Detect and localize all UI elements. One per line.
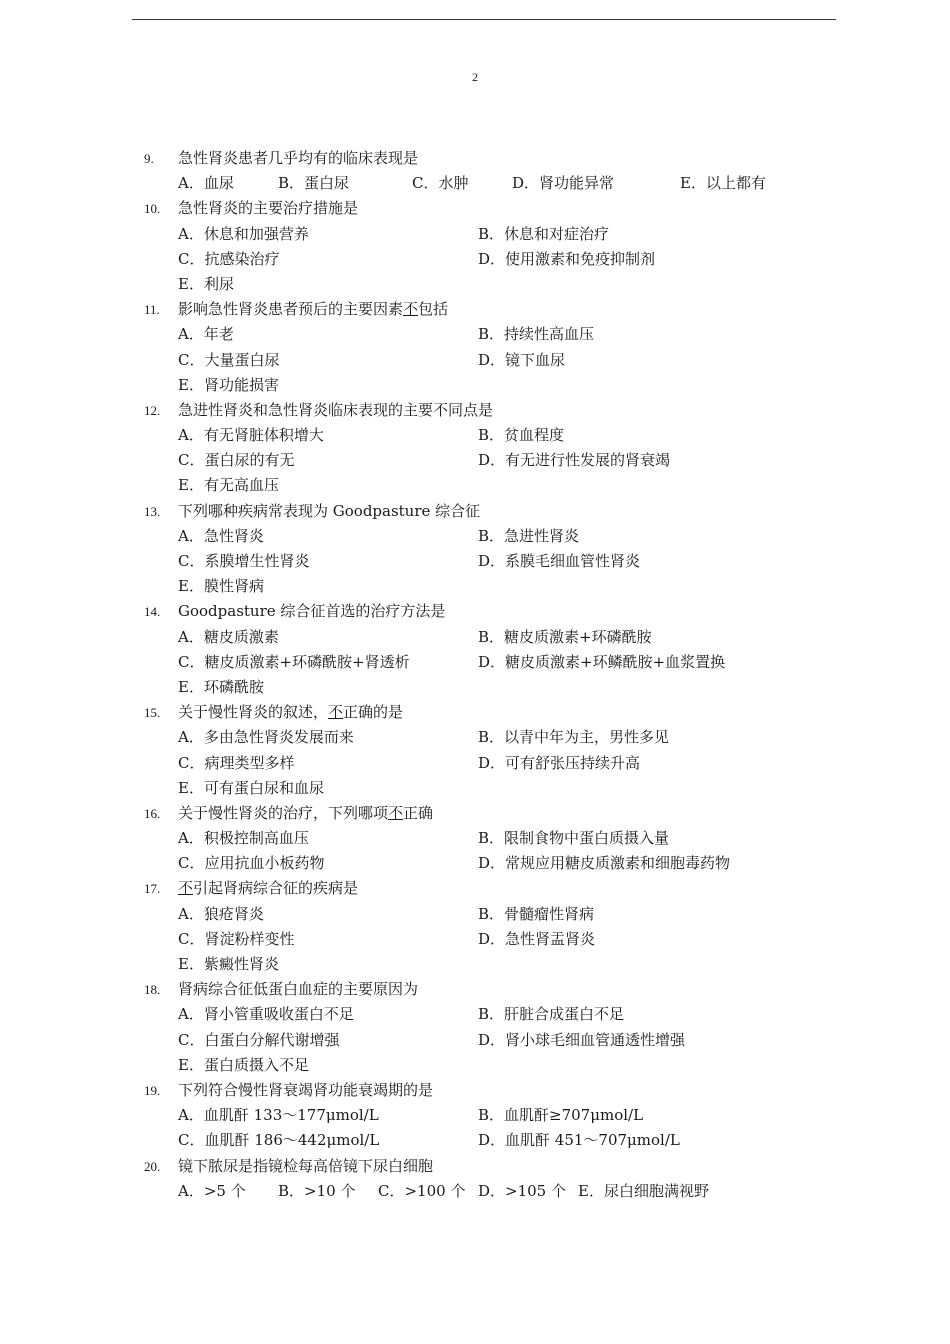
options-row xyxy=(0,348,950,373)
question-stem-line xyxy=(0,977,950,1002)
answer-option: C．病理类型多样 xyxy=(178,753,295,772)
answer-option: C．肾淀粉样变性 xyxy=(178,929,295,948)
options-row xyxy=(0,448,950,473)
question-stem-line xyxy=(0,599,950,624)
stem-text: 下列符合慢性肾衰竭肾功能衰竭期的是 xyxy=(178,1080,434,1099)
question-stem-line xyxy=(0,700,950,725)
answer-option: A．休息和加强营养 xyxy=(178,224,309,243)
question-number: 20. xyxy=(144,1158,161,1174)
question-stem xyxy=(178,196,358,221)
question-stem xyxy=(178,876,358,901)
answer-option: C．血肌酐 186～442μmol/L xyxy=(178,1131,380,1150)
answer-option: E．以上都有 xyxy=(680,174,766,193)
answer-option: C．蛋白尿的有无 xyxy=(178,451,295,470)
question-stem-line xyxy=(0,196,950,221)
emphasis-underline: 不 xyxy=(178,879,194,898)
answer-option: D．可有舒张压持续升高 xyxy=(478,753,641,772)
answer-option: B．骨髓瘤性肾病 xyxy=(478,904,595,923)
question-number: 12. xyxy=(144,402,161,418)
options-row xyxy=(0,776,950,801)
question-number: 16. xyxy=(144,805,161,821)
stem-text: 关于慢性肾炎的治疗，下列哪项 xyxy=(178,803,389,822)
answer-option: B．限制食物中蛋白质摄入量 xyxy=(478,829,670,848)
options-row xyxy=(0,952,950,977)
answer-option: E．环磷酰胺 xyxy=(178,677,264,696)
answer-option: D．糖皮质激素+环鳞酰胺+血浆置换 xyxy=(478,652,726,671)
question-stem-line xyxy=(0,499,950,524)
question-stem-line xyxy=(0,398,950,423)
options-row xyxy=(0,826,950,851)
options-row xyxy=(0,1179,950,1204)
answer-option: D．肾功能异常 xyxy=(512,174,615,193)
answer-option: A．年老 xyxy=(178,325,234,344)
question-stem-line xyxy=(0,876,950,901)
answer-option: C．糖皮质激素+环磷酰胺+肾透析 xyxy=(178,652,410,671)
answer-option: E．紫癜性肾炎 xyxy=(178,955,279,973)
answer-option: E．有无高血压 xyxy=(178,476,279,495)
question-stem-line xyxy=(0,297,950,322)
page-number: 2 xyxy=(472,70,478,84)
question-number: 19. xyxy=(144,1082,161,1098)
options-row xyxy=(0,1028,950,1053)
question-stem xyxy=(178,801,433,826)
answer-option: B．>10 个 xyxy=(278,1181,356,1200)
answer-option: C．抗感染治疗 xyxy=(178,249,280,268)
question-number: 14. xyxy=(144,604,161,620)
answer-option: B．蛋白尿 xyxy=(278,174,350,193)
question-number: 13. xyxy=(144,503,161,519)
options-row xyxy=(0,272,950,297)
answer-option: B．以青中年为主，男性多见 xyxy=(478,728,670,747)
stem-text: 肾病综合征低蛋白血症的主要原因为 xyxy=(178,980,419,999)
answer-option: A．糖皮质激素 xyxy=(178,627,279,646)
stem-text: 急进性肾炎和急性肾炎临床表现的主要不同点是 xyxy=(178,400,494,419)
answer-option: A．血尿 xyxy=(178,174,234,193)
question-stem xyxy=(178,700,403,725)
options-row xyxy=(0,423,950,448)
answer-option: E．可有蛋白尿和血尿 xyxy=(178,778,324,797)
stem-text: 影响急性肾炎患者预后的主要因素 xyxy=(178,300,404,319)
answer-option: B．急进性肾炎 xyxy=(478,526,580,545)
question-stem xyxy=(178,977,418,1002)
answer-option: C．水肿 xyxy=(412,174,469,193)
answer-option: D．急性肾盂肾炎 xyxy=(478,929,596,948)
question-number: 15. xyxy=(144,705,161,721)
question-stem-line xyxy=(0,1078,950,1103)
question-number: 11. xyxy=(144,302,160,318)
header-rule xyxy=(132,19,836,20)
options-row xyxy=(0,574,950,599)
answer-option: D．常规应用糖皮质激素和细胞毒药物 xyxy=(478,854,731,873)
answer-option: E．膜性肾病 xyxy=(178,577,264,596)
options-row xyxy=(0,927,950,952)
stem-text: 下列哪种疾病常表现为 Goodpasture 综合征 xyxy=(178,501,481,520)
answer-option: D．使用激素和免疫抑制剂 xyxy=(478,249,656,268)
options-row xyxy=(0,851,950,876)
options-row xyxy=(0,524,950,549)
answer-option: C．大量蛋白尿 xyxy=(178,350,280,369)
answer-option: E．肾功能损害 xyxy=(178,375,279,394)
options-row xyxy=(0,222,950,247)
options-row xyxy=(0,675,950,700)
question-stem xyxy=(178,1078,433,1103)
emphasis-underline: 不 xyxy=(403,300,419,319)
answer-option: D．血肌酐 451～707μmol/L xyxy=(478,1131,680,1150)
question-stem-line xyxy=(0,801,950,826)
answer-option: C．>100 个 xyxy=(378,1181,466,1200)
answer-option: A．多由急性肾炎发展而来 xyxy=(178,728,354,747)
stem-text: 引起肾病综合征的疾病是 xyxy=(193,879,359,898)
stem-text: 正确的是 xyxy=(343,703,404,722)
emphasis-underline: 不 xyxy=(388,803,404,822)
question-stem xyxy=(178,499,480,524)
answer-option: B．糖皮质激素+环磷酰胺 xyxy=(478,627,652,646)
emphasis-underline: 不 xyxy=(328,703,344,722)
options-row xyxy=(0,549,950,574)
answer-option: C．白蛋白分解代谢增强 xyxy=(178,1030,340,1049)
answer-option: D．肾小球毛细血管通透性增强 xyxy=(478,1030,686,1049)
answer-option: E．尿白细胞满视野 xyxy=(578,1181,709,1200)
answer-option: C．系膜增生性肾炎 xyxy=(178,552,310,570)
options-row xyxy=(0,650,950,675)
answer-option: A．有无肾脏体积增大 xyxy=(178,426,324,445)
options-row xyxy=(0,625,950,650)
answer-option: B．持续性高血压 xyxy=(478,325,595,344)
question-stem xyxy=(178,297,448,322)
answer-option: A．>5 个 xyxy=(178,1181,246,1200)
answer-option: D．>105 个 xyxy=(478,1181,566,1200)
answer-option: C．应用抗血小板药物 xyxy=(178,854,325,873)
answer-option: D．有无进行性发展的肾衰竭 xyxy=(478,451,671,470)
question-number: 10. xyxy=(144,201,161,217)
answer-option: E．利尿 xyxy=(178,274,234,293)
answer-option: D．镜下血尿 xyxy=(478,350,566,369)
question-stem xyxy=(178,1154,433,1179)
answer-option: A．狼疮肾炎 xyxy=(178,904,264,923)
answer-option: B．贫血程度 xyxy=(478,426,565,445)
options-row xyxy=(0,1128,950,1153)
options-row xyxy=(0,1103,950,1128)
options-row xyxy=(0,171,950,196)
stem-text: 正确 xyxy=(403,803,434,822)
question-stem-line xyxy=(0,146,950,171)
options-row xyxy=(0,751,950,776)
answer-option: B．肝脏合成蛋白不足 xyxy=(478,1005,625,1024)
options-row xyxy=(0,725,950,750)
options-row xyxy=(0,322,950,347)
stem-text: 包括 xyxy=(418,300,449,319)
options-row xyxy=(0,1002,950,1027)
question-number: 9. xyxy=(144,151,154,166)
options-row xyxy=(0,247,950,272)
answer-option: D．系膜毛细血管性肾炎 xyxy=(478,552,641,570)
question-stem-line xyxy=(0,1154,950,1179)
options-row xyxy=(0,902,950,927)
options-row xyxy=(0,473,950,498)
options-row xyxy=(0,1053,950,1078)
answer-option: A．急性肾炎 xyxy=(178,526,264,545)
stem-text: 关于慢性肾炎的叙述， xyxy=(178,703,329,722)
stem-text: 急性肾炎患者几乎均有的临床表现是 xyxy=(178,149,419,167)
question-stem xyxy=(178,146,418,171)
question-stem xyxy=(178,599,445,624)
stem-text: 急性肾炎的主要治疗措施是 xyxy=(178,199,359,218)
answer-option: A．积极控制高血压 xyxy=(178,829,309,848)
answer-option: E．蛋白质摄入不足 xyxy=(178,1055,309,1074)
stem-text: 镜下脓尿是指镜检每高倍镜下尿白细胞 xyxy=(178,1156,434,1175)
answer-option: B．血肌酐≥707μmol/L xyxy=(478,1106,644,1125)
options-row xyxy=(0,373,950,398)
answer-option: A．肾小管重吸收蛋白不足 xyxy=(178,1005,354,1024)
question-number: 18. xyxy=(144,982,161,998)
stem-text: Goodpasture 综合征首选的治疗方法是 xyxy=(178,602,446,621)
question-list xyxy=(0,146,950,1204)
question-stem xyxy=(178,398,493,423)
answer-option: B．休息和对症治疗 xyxy=(478,224,610,243)
answer-option: A．血肌酐 133～177μmol/L xyxy=(178,1106,379,1125)
question-number: 17. xyxy=(144,881,161,897)
